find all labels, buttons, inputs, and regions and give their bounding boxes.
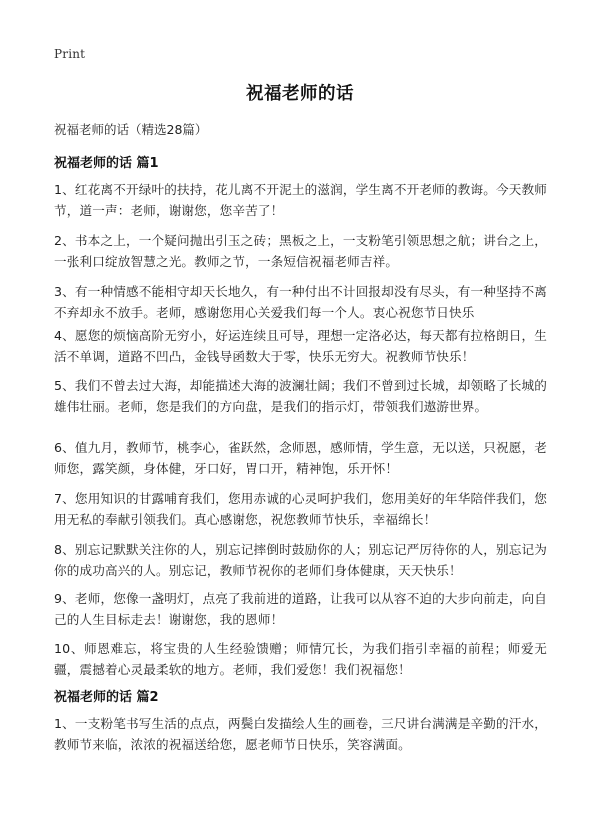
paragraph: 1、红花离不开绿叶的扶持，花儿离不开泥土的滋润，学生离不开老师的教诲。今天教师节，道一声：老师，谢谢您，您辛苦了！ [54,182,547,218]
paragraph: 4、愿您的烦恼高阶无穷小，好运连续且可导，理想一定洛必达，每天都有拉格朗日，生活不单调，道路不凹凸，金钱导函数大于零，快乐无穷大。祝教师节快乐！ [54,328,547,364]
paragraph: 3、有一种情感不能相守却天长地久，有一种付出不计回报却没有尽头，有一种坚持不离不弃却永不放手。老师，感谢您用心关爱我们每一个人。衷心祝您节日快乐 [54,284,547,320]
paragraph: 9、老师，您像一盏明灯，点亮了我前进的道路，让我可以从容不迫的大步向前走，向自己的人生目标走去！谢谢您，我的恩师！ [54,591,547,627]
paragraph: 1、一支粉笔书写生活的点点，两鬓白发描绘人生的画卷，三尺讲台满满是辛勤的汗水，教师节来临，浓浓的祝福送给您，愿老师节日快乐，笑容满面。 [54,716,547,752]
section-heading: 祝福老师的话 篇2 [54,690,159,705]
document-subtitle: 祝福老师的话（精选28篇） [54,122,208,137]
page-title: 祝福老师的话 [246,84,354,104]
paragraph: 8、别忘记默默关注你的人，别忘记摔倒时鼓励你的人；别忘记严厉待你的人，别忘记为你的成功高兴的人。别忘记，教师节祝你的老师们身体健康，天天快乐！ [54,542,547,578]
paragraph: 5、我们不曾去过大海，却能描述大海的波澜壮阔；我们不曾到过长城，却领略了长城的雄伟壮丽。老师，您是我们的方向盘，是我们的指示灯，带领我们遨游世界。 [54,378,547,414]
paragraph: 6、值九月，教师节，桃李心，雀跃然，念师恩，感师情，学生意，无以送，只祝愿，老师您，露笑颜，身体健，牙口好，胃口开，精神饱，乐开怀！ [54,440,547,476]
paragraph: 2、书本之上，一个疑问抛出引玉之砖；黑板之上，一支粉笔引领思想之航；讲台之上，一张利口绽放智慧之光。教师之节，一条短信祝福老师吉祥。 [54,233,547,269]
paragraph: 10、师恩难忘，将宝贵的人生经验馈赠；师情冗长，为我们指引幸福的前程；师爱无疆，震撼着心灵最柔软的地方。老师，我们爱您！我们祝福您！ [54,641,547,677]
section-heading: 祝福老师的话 篇1 [54,156,159,171]
print-label: Print [54,47,86,61]
paragraph: 7、您用知识的甘露哺育我们，您用赤诚的心灵呵护我们，您用美好的年华陪伴我们，您用无私的奉献引领我们。真心感谢您，祝您教师节快乐，幸福绵长！ [54,491,547,527]
